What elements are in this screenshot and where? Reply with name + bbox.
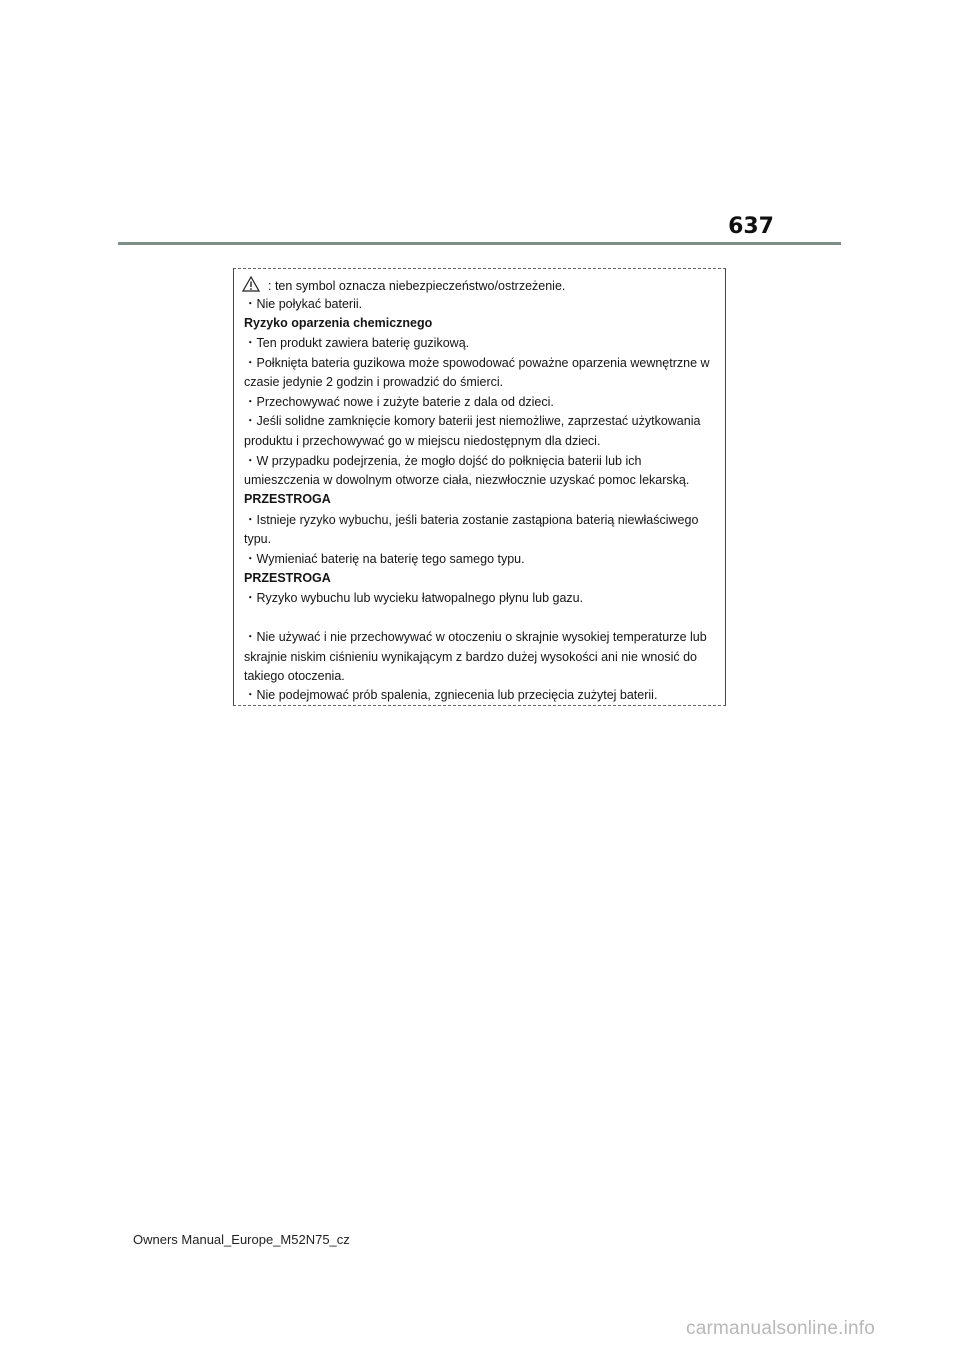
notice-line: ・Ten produkt zawiera baterię guzikową.	[244, 336, 470, 350]
symbol-explanation	[242, 278, 565, 294]
notice-line: ・Wymieniać baterię na baterię tego samego typu.	[244, 552, 525, 566]
notice-line: skrajnie niskim ciśnieniu wynikającym z bardzo dużej wysokości ani nie wnosić do	[244, 650, 697, 664]
warning-triangle-icon	[242, 276, 260, 292]
symbol-explanation-text: : ten symbol oznacza niebezpieczeństwo/ostrzeżenie.	[268, 279, 566, 293]
notice-heading: PRZESTROGA	[244, 492, 331, 506]
notice-line: ・Jeśli solidne zamknięcie komory baterii jest niemożliwe, zaprzestać użytkowania	[244, 414, 701, 428]
notice-line: czasie jedynie 2 godzin i prowadzić do śmierci.	[244, 375, 504, 389]
notice-line: typu.	[244, 532, 272, 546]
notice-line: ・Nie podejmować prób spalenia, zgniecenia lub przecięcia zużytej baterii.	[244, 688, 658, 702]
notice-line: ・Nie używać i nie przechowywać w otoczeniu o skrajnie wysokiej temperaturze lub	[244, 630, 707, 644]
notice-line: takiego otoczenia.	[244, 669, 345, 683]
watermark[interactable]: carmanualsonline.info	[686, 1318, 876, 1339]
notice-line: ・Połknięta bateria guzikowa może spowodować poważne oparzenia wewnętrzne w	[244, 356, 710, 370]
notice-line: ・Istnieje ryzyko wybuchu, jeśli bateria zostanie zastąpiona baterią niewłaściwego	[244, 513, 699, 527]
header-rule	[118, 242, 841, 245]
notice-line: produktu i przechowywać go w miejscu niedostępnym dla dzieci.	[244, 434, 601, 448]
battery-warning-box	[233, 268, 726, 706]
footer-manual-id: Owners Manual_Europe_M52N75_cz	[133, 1232, 350, 1247]
notice-heading: PRZESTROGA	[244, 571, 331, 585]
notice-line: ・Przechowywać nowe i zużyte baterie z dala od dzieci.	[244, 395, 554, 409]
notice-line: ・Ryzyko wybuchu lub wycieku łatwopalnego płynu lub gazu.	[244, 591, 584, 605]
notice-heading: Ryzyko oparzenia chemicznego	[244, 316, 433, 330]
notice-line: umieszczenia w dowolnym otworze ciała, niezwłocznie uzyskać pomoc lekarską.	[244, 473, 690, 487]
page-number: 637	[728, 214, 774, 239]
notice-line: ・W przypadku podejrzenia, że mogło dojść do połknięcia baterii lub ich	[244, 454, 642, 468]
notice-line: ・Nie połykać baterii.	[244, 297, 363, 311]
